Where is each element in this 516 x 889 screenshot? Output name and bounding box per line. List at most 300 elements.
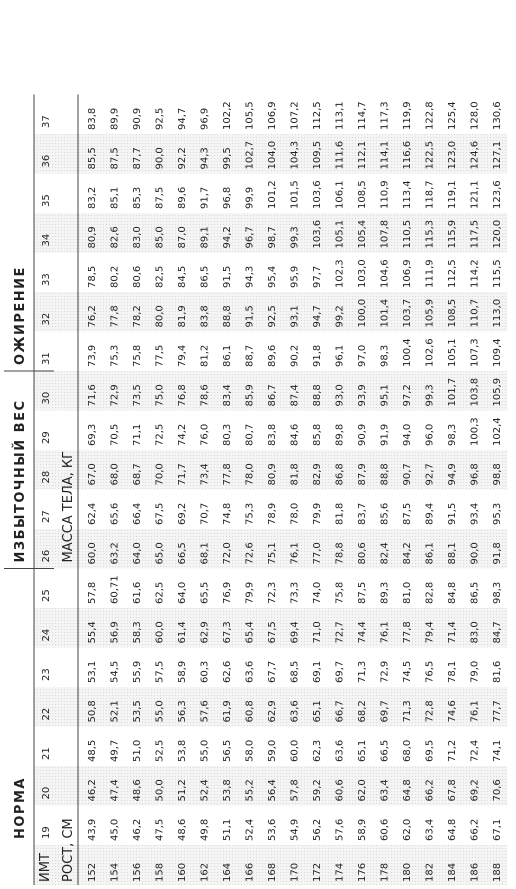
weight-cell: 43,9 <box>87 818 98 841</box>
weight-cell: 111,9 <box>424 259 436 288</box>
weight-cell: 78,9 <box>267 502 278 525</box>
weight-cell: 107,3 <box>469 338 481 367</box>
weight-cell: 84,2 <box>402 542 413 565</box>
weight-cell: 69,4 <box>289 621 301 644</box>
weight-cell: 85,6 <box>379 502 391 525</box>
weight-cell: 60,0 <box>87 542 98 565</box>
weight-cell: 96,9 <box>199 107 211 130</box>
weight-cell: 52,5 <box>154 739 166 762</box>
weight-cell: 90,9 <box>132 107 143 130</box>
bmi-value: 28 <box>41 470 52 484</box>
weight-cell: 102,4 <box>492 417 503 446</box>
weight-cell: 47,4 <box>109 779 121 802</box>
weight-cell: 110,7 <box>469 298 481 328</box>
weight-cell: 66,7 <box>334 700 346 723</box>
weight-cell: 113,4 <box>402 180 413 209</box>
weight-cell: 127,1 <box>492 140 503 170</box>
weight-cell: 113,0 <box>492 298 503 328</box>
weight-cell: 76,9 <box>222 581 233 604</box>
weight-cell: 71,0 <box>312 621 323 644</box>
weight-cell: 75,3 <box>109 344 121 367</box>
bmi-value: 23 <box>41 668 52 681</box>
weight-cell: 87,5 <box>154 186 166 209</box>
weight-cell: 49,8 <box>199 818 211 841</box>
weight-cell: 93,0 <box>334 384 346 407</box>
weight-cell: 90,0 <box>469 542 481 565</box>
weight-cell: 97,0 <box>357 344 368 367</box>
weight-cell: 95,1 <box>379 384 391 407</box>
bmi-value: 34 <box>41 233 52 247</box>
weight-cell: 112,1 <box>357 140 368 170</box>
weight-cell: 48,6 <box>177 818 188 841</box>
weight-cell: 79,0 <box>469 660 481 683</box>
weight-cell: 69,7 <box>334 660 346 683</box>
weight-cell: 86,7 <box>267 384 278 407</box>
weight-cell: 94,7 <box>312 305 323 328</box>
weight-cell: 61,4 <box>177 621 188 644</box>
weight-cell: 92,5 <box>267 305 278 328</box>
weight-cell: 81,9 <box>177 305 188 328</box>
weight-cell: 75,8 <box>334 581 346 604</box>
weight-cell: 105,9 <box>424 298 436 328</box>
weight-cell: 63,6 <box>334 739 346 762</box>
bmi-value: 30 <box>41 391 52 405</box>
weight-cell: 72,9 <box>109 384 121 407</box>
weight-cell: 55,0 <box>154 700 166 723</box>
mass-label: МАССА ТЕЛА, КГ <box>61 450 76 563</box>
weight-cell: 94,3 <box>199 147 211 170</box>
weight-cell: 80,6 <box>132 265 143 288</box>
weight-cell: 72,7 <box>334 621 346 644</box>
weight-cell: 80,0 <box>154 305 166 328</box>
weight-cell: 114,2 <box>469 259 481 288</box>
weight-cell: 95,4 <box>267 265 278 288</box>
bmi-value: 19 <box>41 826 52 839</box>
bmi-value: 37 <box>41 115 52 128</box>
bmi-value: 32 <box>41 312 52 326</box>
weight-cell: 87,7 <box>132 147 143 170</box>
weight-cell: 119,1 <box>447 180 458 209</box>
bmi-value: 20 <box>41 786 52 800</box>
height-value: 168 <box>267 862 278 882</box>
weight-cell: 74,8 <box>222 502 233 525</box>
weight-cell: 48,6 <box>132 779 143 802</box>
weight-cell: 64,8 <box>402 779 413 802</box>
imt-label: ИМТ <box>38 853 53 882</box>
weight-cell: 88,7 <box>244 344 256 367</box>
weight-cell: 72,8 <box>424 700 436 723</box>
weight-cell: 85,9 <box>244 384 256 407</box>
weight-cell: 69,2 <box>177 502 188 525</box>
weight-cell: 119,9 <box>402 101 413 130</box>
weight-cell: 66,2 <box>469 818 481 841</box>
height-value: 160 <box>177 862 188 882</box>
weight-cell: 74,6 <box>447 700 458 723</box>
weight-cell: 95,9 <box>289 265 301 288</box>
weight-cell: 101,4 <box>379 298 391 328</box>
weight-cell: 55,2 <box>244 779 256 802</box>
weight-cell: 60,6 <box>334 779 346 802</box>
weight-cell: 101,7 <box>447 377 458 407</box>
weight-cell: 66,4 <box>132 502 143 525</box>
weight-cell: 73,3 <box>289 581 301 604</box>
weight-cell: 102,6 <box>424 338 436 367</box>
weight-cell: 69,3 <box>87 423 98 446</box>
weight-cell: 123,6 <box>492 180 503 209</box>
weight-cell: 68,5 <box>289 660 301 683</box>
weight-cell: 77,7 <box>492 700 503 723</box>
weight-cell: 65,4 <box>244 621 256 644</box>
weight-cell: 96,1 <box>334 344 346 367</box>
group-label: НОРМА <box>13 777 28 839</box>
weight-cell: 77,8 <box>402 621 413 644</box>
weight-cell: 83,8 <box>199 305 211 328</box>
weight-cell: 80,6 <box>357 542 368 565</box>
weight-cell: 104,3 <box>289 140 301 170</box>
weight-cell: 58,3 <box>132 621 143 644</box>
weight-cell: 50,8 <box>87 700 98 723</box>
weight-cell: 81,2 <box>199 344 211 367</box>
weight-cell: 53,1 <box>87 660 98 683</box>
weight-cell: 75,3 <box>244 502 256 525</box>
weight-cell: 78,1 <box>447 660 458 683</box>
weight-cell: 75,0 <box>154 384 166 407</box>
weight-cell: 109,4 <box>492 338 503 367</box>
weight-cell: 63,4 <box>424 818 436 841</box>
weight-cell: 69,1 <box>312 660 323 683</box>
weight-cell: 121,1 <box>469 180 481 209</box>
weight-cell: 73,9 <box>87 344 98 367</box>
weight-cell: 75,8 <box>132 344 143 367</box>
weight-cell: 67,8 <box>447 779 458 802</box>
bmi-value: 24 <box>41 628 52 642</box>
weight-cell: 65,5 <box>199 581 211 604</box>
height-value: 156 <box>132 862 143 882</box>
weight-cell: 58,9 <box>357 818 368 841</box>
weight-cell: 81,8 <box>334 502 346 525</box>
weight-cell: 73,5 <box>132 384 143 407</box>
weight-cell: 78,8 <box>334 542 346 565</box>
weight-cell: 89,4 <box>424 502 436 525</box>
weight-cell: 56,5 <box>222 739 233 762</box>
weight-cell: 54,5 <box>109 660 121 683</box>
weight-cell: 99,3 <box>424 384 436 407</box>
weight-cell: 71,3 <box>357 660 368 683</box>
group-label: ИЗБЫТОЧНЫЙ ВЕС <box>13 399 28 563</box>
weight-cell: 57,6 <box>199 700 211 723</box>
weight-cell: 68,0 <box>109 463 121 486</box>
weight-cell: 68,0 <box>402 739 413 762</box>
weight-cell: 83,8 <box>267 423 278 446</box>
weight-cell: 62,0 <box>402 818 413 841</box>
weight-cell: 91,5 <box>447 502 458 525</box>
weight-cell: 87,5 <box>357 581 368 604</box>
weight-cell: 78,6 <box>199 384 211 407</box>
weight-cell: 115,9 <box>447 219 458 249</box>
weight-cell: 72,6 <box>244 542 256 565</box>
weight-cell: 98,3 <box>447 423 458 446</box>
weight-cell: 106,1 <box>334 180 346 209</box>
weight-cell: 87,0 <box>177 226 188 249</box>
weight-cell: 77,8 <box>222 463 233 486</box>
weight-cell: 74,2 <box>177 423 188 446</box>
weight-cell: 83,0 <box>469 621 481 644</box>
weight-cell: 94,9 <box>447 463 458 486</box>
weight-cell: 65,1 <box>357 739 368 762</box>
weight-cell: 102,7 <box>244 140 256 170</box>
weight-cell: 128,0 <box>469 101 481 130</box>
weight-cell: 94,2 <box>222 226 233 249</box>
weight-cell: 87,4 <box>289 384 301 407</box>
weight-cell: 61,6 <box>132 581 143 604</box>
bmi-value: 22 <box>41 707 52 721</box>
weight-cell: 98,3 <box>492 581 503 604</box>
weight-cell: 107,8 <box>379 219 391 249</box>
weight-cell: 98,3 <box>379 344 391 367</box>
weight-cell: 83,8 <box>87 107 98 130</box>
weight-cell: 114,1 <box>379 140 391 170</box>
weight-cell: 100,0 <box>357 298 368 328</box>
weight-cell: 89,8 <box>334 423 346 446</box>
weight-cell: 53,5 <box>132 700 143 723</box>
weight-cell: 72,3 <box>267 581 278 604</box>
weight-cell: 106,9 <box>267 101 278 130</box>
height-value: 154 <box>109 862 121 882</box>
weight-cell: 72,0 <box>222 542 233 565</box>
weight-cell: 103,8 <box>469 377 481 407</box>
weight-cell: 88,8 <box>379 463 391 486</box>
weight-cell: 94,3 <box>244 265 256 288</box>
weight-cell: 82,4 <box>379 542 391 565</box>
weight-cell: 96,8 <box>222 186 233 209</box>
weight-cell: 110,9 <box>379 180 391 209</box>
weight-cell: 112,5 <box>447 259 458 288</box>
weight-cell: 78,2 <box>132 305 143 328</box>
weight-cell: 52,1 <box>109 700 121 723</box>
weight-cell: 83,0 <box>132 226 143 249</box>
weight-cell: 70,0 <box>154 463 166 486</box>
weight-cell: 76,8 <box>177 384 188 407</box>
weight-cell: 95,3 <box>492 502 503 525</box>
height-value: 188 <box>492 862 503 882</box>
weight-cell: 83,2 <box>87 186 98 209</box>
weight-cell: 57,8 <box>87 581 98 604</box>
bmi-value: 31 <box>41 352 52 365</box>
weight-cell: 56,4 <box>267 779 278 802</box>
weight-cell: 94,7 <box>177 107 188 130</box>
height-value: 182 <box>424 862 436 882</box>
weight-cell: 79,9 <box>244 581 256 604</box>
bmi-value: 36 <box>41 154 52 168</box>
weight-cell: 110,5 <box>402 219 413 249</box>
weight-cell: 125,4 <box>447 101 458 130</box>
bmi-value: 33 <box>41 273 52 286</box>
weight-cell: 86,1 <box>222 344 233 367</box>
weight-cell: 87,5 <box>402 502 413 525</box>
weight-cell: 124,6 <box>469 140 481 170</box>
weight-cell: 77,0 <box>312 542 323 565</box>
weight-cell: 72,5 <box>154 423 166 446</box>
weight-cell: 85,3 <box>132 186 143 209</box>
weight-cell: 130,6 <box>492 101 503 130</box>
weight-cell: 68,2 <box>357 700 368 723</box>
weight-cell: 78,0 <box>244 463 256 486</box>
weight-cell: 56,2 <box>312 818 323 841</box>
bmi-value: 25 <box>41 589 52 602</box>
weight-cell: 82,5 <box>154 265 166 288</box>
weight-cell: 51,1 <box>222 818 233 841</box>
weight-cell: 93,1 <box>289 305 301 328</box>
weight-cell: 91,5 <box>244 305 256 328</box>
weight-cell: 81,0 <box>402 581 413 604</box>
weight-cell: 109,5 <box>312 140 323 170</box>
weight-cell: 90,2 <box>289 344 301 367</box>
weight-cell: 98,8 <box>492 463 503 486</box>
bmi-value: 26 <box>41 549 52 563</box>
weight-cell: 77,5 <box>154 344 166 367</box>
weight-cell: 60,71 <box>109 575 121 604</box>
weight-cell: 96,0 <box>424 423 436 446</box>
weight-cell: 91,5 <box>222 265 233 288</box>
weight-cell: 79,4 <box>177 344 188 367</box>
weight-cell: 65,0 <box>154 542 166 565</box>
height-value: 184 <box>447 862 458 882</box>
weight-cell: 62,9 <box>267 700 278 723</box>
weight-cell: 63,4 <box>379 779 391 802</box>
weight-cell: 59,0 <box>267 739 278 762</box>
weight-cell: 85,5 <box>87 147 98 170</box>
weight-cell: 89,6 <box>267 344 278 367</box>
weight-cell: 117,3 <box>379 101 391 130</box>
weight-cell: 86,5 <box>469 581 481 604</box>
weight-cell: 77,8 <box>109 305 121 328</box>
weight-cell: 70,7 <box>199 502 211 525</box>
weight-cell: 62,4 <box>87 502 98 525</box>
weight-cell: 93,9 <box>357 384 368 407</box>
bmi-value: 29 <box>41 431 52 444</box>
weight-cell: 58,9 <box>177 660 188 683</box>
weight-cell: 92,2 <box>177 147 188 170</box>
weight-cell: 118,7 <box>424 180 436 209</box>
weight-cell: 78,5 <box>87 265 98 288</box>
weight-cell: 60,6 <box>379 818 391 841</box>
weight-cell: 71,4 <box>447 621 458 644</box>
weight-cell: 80,9 <box>87 226 98 249</box>
weight-cell: 63,6 <box>244 660 256 683</box>
weight-cell: 73,4 <box>199 463 211 486</box>
weight-cell: 45,0 <box>109 818 121 841</box>
weight-cell: 65,1 <box>312 700 323 723</box>
weight-cell: 99,9 <box>244 186 256 209</box>
weight-cell: 101,5 <box>289 180 301 209</box>
weight-cell: 90,0 <box>154 147 166 170</box>
weight-cell: 107,2 <box>289 101 301 130</box>
weight-cell: 57,6 <box>334 818 346 841</box>
weight-cell: 87,9 <box>357 463 368 486</box>
weight-cell: 56,9 <box>109 621 121 644</box>
weight-cell: 71,7 <box>177 463 188 486</box>
weight-cell: 120,0 <box>492 219 503 249</box>
weight-cell: 69,7 <box>379 700 391 723</box>
weight-cell: 98,7 <box>267 226 278 249</box>
weight-cell: 89,6 <box>177 186 188 209</box>
weight-cell: 82,8 <box>424 581 436 604</box>
weight-cell: 105,1 <box>334 219 346 249</box>
weight-cell: 55,4 <box>87 621 98 644</box>
weight-cell: 122,5 <box>424 140 436 170</box>
weight-cell: 55,9 <box>132 660 143 683</box>
weight-cell: 64,0 <box>132 542 143 565</box>
weight-cell: 99,5 <box>222 147 233 170</box>
weight-cell: 112,5 <box>312 101 323 130</box>
weight-cell: 74,0 <box>312 581 323 604</box>
weight-cell: 55,0 <box>199 739 211 762</box>
weight-cell: 47,5 <box>154 818 166 841</box>
height-value: 158 <box>154 862 166 882</box>
weight-cell: 79,4 <box>424 621 436 644</box>
weight-cell: 103,6 <box>312 219 323 249</box>
height-value: 176 <box>357 862 368 882</box>
weight-cell: 82,9 <box>312 463 323 486</box>
weight-cell: 97,7 <box>312 265 323 288</box>
weight-cell: 84,7 <box>492 621 503 644</box>
weight-cell: 90,9 <box>357 423 368 446</box>
weight-cell: 67,3 <box>222 621 233 644</box>
weight-cell: 49,7 <box>109 739 121 762</box>
weight-cell: 82,6 <box>109 226 121 249</box>
weight-cell: 64,0 <box>177 581 188 604</box>
weight-cell: 104,6 <box>379 259 391 288</box>
weight-cell: 76,1 <box>469 700 481 723</box>
weight-cell: 53,8 <box>222 779 233 802</box>
weight-cell: 70,6 <box>492 779 503 802</box>
weight-cell: 102,3 <box>334 259 346 288</box>
weight-cell: 67,0 <box>87 463 98 486</box>
height-value: 170 <box>289 862 301 882</box>
weight-cell: 99,3 <box>289 226 301 249</box>
weight-cell: 56,3 <box>177 700 188 723</box>
weight-cell: 76,5 <box>424 660 436 683</box>
weight-cell: 99,2 <box>334 305 346 328</box>
weight-cell: 66,5 <box>379 739 391 762</box>
weight-cell: 53,6 <box>267 818 278 841</box>
weight-cell: 117,5 <box>469 219 481 249</box>
weight-cell: 92,5 <box>154 107 166 130</box>
weight-cell: 93,4 <box>469 502 481 525</box>
weight-cell: 88,1 <box>447 542 458 565</box>
weight-cell: 67,5 <box>154 502 166 525</box>
weight-cell: 106,9 <box>402 259 413 288</box>
weight-cell: 92,7 <box>424 463 436 486</box>
weight-cell: 54,9 <box>289 818 301 841</box>
weight-cell: 76,0 <box>199 423 211 446</box>
weight-cell: 88,8 <box>312 384 323 407</box>
weight-cell: 74,5 <box>402 660 413 683</box>
weight-cell: 80,9 <box>267 463 278 486</box>
weight-cell: 108,5 <box>447 298 458 328</box>
weight-cell: 89,3 <box>379 581 391 604</box>
height-value: 174 <box>334 862 346 882</box>
weight-cell: 80,3 <box>222 423 233 446</box>
weight-cell: 83,7 <box>357 502 368 525</box>
weight-cell: 76,2 <box>87 305 98 328</box>
weight-cell: 103,7 <box>402 298 413 328</box>
height-value: 178 <box>379 862 391 882</box>
weight-cell: 78,0 <box>289 502 301 525</box>
group-label: ОЖИРЕНИЕ <box>13 266 28 365</box>
weight-cell: 51,2 <box>177 779 188 802</box>
weight-cell: 69,2 <box>469 779 481 802</box>
